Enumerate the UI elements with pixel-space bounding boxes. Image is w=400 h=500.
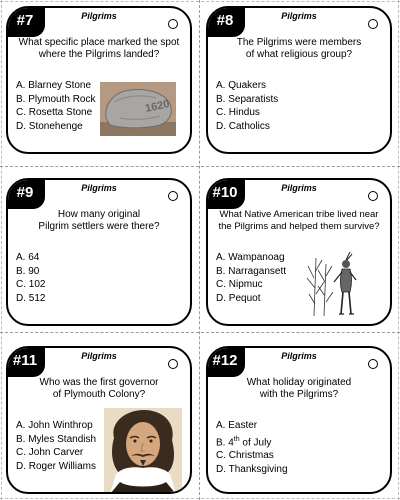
governor-portrait <box>104 408 182 494</box>
punch-hole-icon <box>368 191 378 201</box>
answer-option-text: of July <box>239 436 272 448</box>
card-question <box>214 37 384 61</box>
answer-option-text: B. 4 <box>216 436 234 448</box>
question-line: the Pilgrims and helped them survive? <box>218 221 380 232</box>
answer-option: C. John Carver <box>16 447 84 458</box>
card-topic: Pilgrims <box>281 351 317 361</box>
ordinal-superscript: th <box>233 435 240 443</box>
cut-line-horizontal-2 <box>0 332 400 333</box>
answer-option: B. Plymouth Rock <box>16 93 96 105</box>
cut-line-right <box>398 0 399 500</box>
task-card-10 <box>206 178 392 326</box>
answer-option: A. Wampanoag <box>216 252 285 263</box>
question-line: What holiday originated <box>246 377 352 388</box>
answer-option: D. Roger Williams <box>16 460 97 472</box>
question-line: where the Pilgrims landed? <box>38 49 160 60</box>
question-line: Pilgrim settlers were there? <box>38 221 160 232</box>
question-line: with the Pilgrims? <box>259 389 339 400</box>
answer-option: A. John Winthrop <box>16 420 93 431</box>
answer-option: D. Stonehenge <box>16 120 83 132</box>
card-topic: Pilgrims <box>81 183 117 193</box>
question-line: What specific place marked the spot <box>18 37 180 48</box>
cut-line-vertical <box>199 0 200 500</box>
answer-option: C. Hindus <box>216 107 260 118</box>
card-topic: Pilgrims <box>81 351 117 361</box>
card-number: #7 <box>6 6 45 37</box>
question-line: of Plymouth Colony? <box>52 389 146 400</box>
rock-date-label: 1620 <box>144 98 171 115</box>
task-card-12 <box>206 346 392 494</box>
punch-hole-icon <box>168 19 178 29</box>
cut-line-horizontal-1 <box>0 166 400 167</box>
answer-option <box>216 433 288 450</box>
answer-option: A. Easter <box>216 420 258 431</box>
answer-list <box>216 419 288 476</box>
plymouth-rock-image <box>100 82 176 136</box>
answer-option: D. 512 <box>16 292 46 304</box>
card-number: #11 <box>6 346 45 377</box>
cut-line-top <box>0 1 400 2</box>
answer-list <box>216 251 286 305</box>
card-question <box>14 209 184 233</box>
cut-line-left <box>1 0 2 500</box>
card-topic: Pilgrims <box>81 11 117 21</box>
card-question <box>14 377 184 401</box>
answer-option: D. Catholics <box>216 120 270 132</box>
cut-line-bottom <box>0 498 400 499</box>
punch-hole-icon <box>168 359 178 369</box>
answer-option: A. Quakers <box>216 80 267 91</box>
question-line: of what religious group? <box>245 49 353 60</box>
answer-list <box>16 79 95 133</box>
question-line: The Pilgrims were members <box>236 37 362 48</box>
task-card-7 <box>6 6 192 154</box>
answer-option: B. Myles Standish <box>16 433 97 445</box>
card-question <box>214 209 384 233</box>
card-number: #8 <box>206 6 245 37</box>
task-card-8 <box>206 6 392 154</box>
question-line: How many original <box>57 209 141 220</box>
punch-hole-icon <box>168 191 178 201</box>
answer-option: C. 102 <box>16 279 46 290</box>
card-question <box>214 377 384 401</box>
punch-hole-icon <box>368 19 378 29</box>
question-line: Who was the first governor <box>39 377 159 388</box>
answer-option: B. 90 <box>16 265 40 277</box>
card-number: #10 <box>206 178 245 209</box>
answer-option: D. Thanksgiving <box>216 463 288 475</box>
question-line: What Native American tribe lived near <box>219 209 379 220</box>
answer-list <box>216 79 278 133</box>
answer-list <box>16 251 45 305</box>
answer-option: B. Narragansett <box>216 265 287 277</box>
answer-option: C. Rosetta Stone <box>16 107 93 118</box>
card-topic: Pilgrims <box>281 183 317 193</box>
answer-option: D. Pequot <box>216 292 261 304</box>
card-topic: Pilgrims <box>281 11 317 21</box>
task-card-9 <box>6 178 192 326</box>
answer-list <box>16 419 96 473</box>
answer-option: A. 64 <box>16 252 40 263</box>
answer-option: B. Separatists <box>216 93 279 105</box>
task-card-11 <box>6 346 192 494</box>
card-number: #12 <box>206 346 245 377</box>
answer-option: C. Nipmuc <box>216 279 263 290</box>
card-number: #9 <box>6 178 45 209</box>
card-question <box>14 37 184 61</box>
native-american-illustration <box>306 248 366 318</box>
answer-option: C. Christmas <box>216 450 274 462</box>
answer-option: A. Blarney Stone <box>16 80 92 91</box>
punch-hole-icon <box>368 359 378 369</box>
